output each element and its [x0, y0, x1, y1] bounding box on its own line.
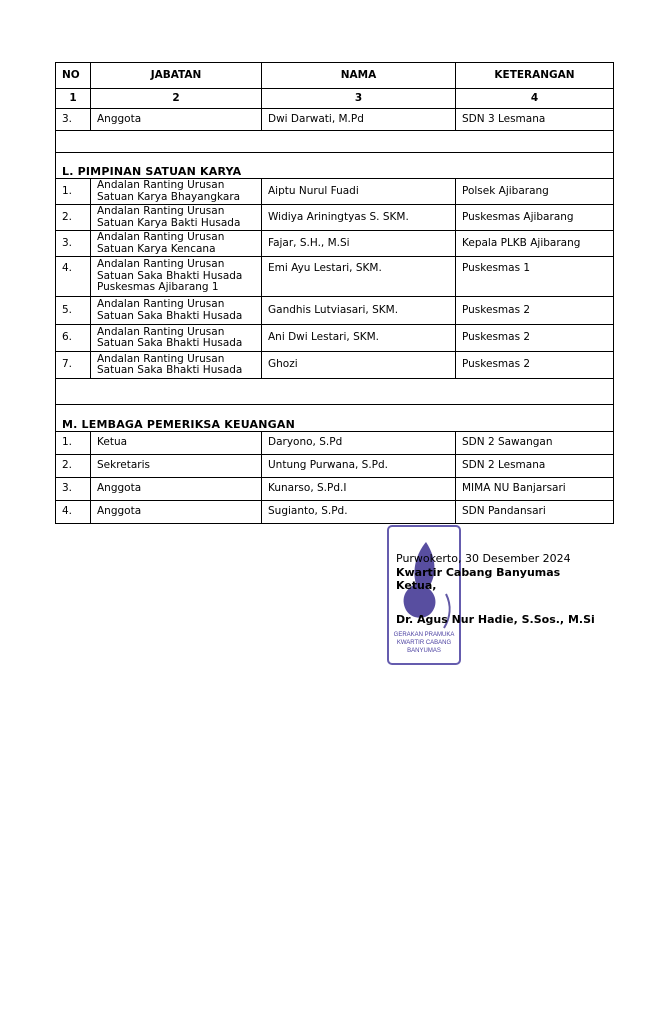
- row-nama: Untung Purwana, S.Pd.: [262, 455, 456, 478]
- row-keterangan: SDN 3 Lesmana: [456, 109, 614, 131]
- row-no: 7.: [56, 352, 91, 379]
- row-nama: Ghozi: [262, 352, 456, 379]
- row-jabatan: Ketua: [91, 432, 262, 455]
- row-keterangan: Puskesmas 2: [456, 325, 614, 352]
- row-jabatan: Andalan Ranting Urusan Satuan Karya Bakti Husada: [91, 205, 262, 231]
- member-table: [55, 62, 614, 524]
- row-nama: Ani Dwi Lestari, SKM.: [262, 325, 456, 352]
- row-nama: Sugianto, S.Pd.: [262, 501, 456, 524]
- row-keterangan: Puskesmas 2: [456, 297, 614, 325]
- col-header-nama: NAMA: [262, 63, 456, 89]
- row-nama: Gandhis Lutviasari, SKM.: [262, 297, 456, 325]
- row-no: 2.: [56, 455, 91, 478]
- row-jabatan: Andalan Ranting Urusan Satuan Saka Bhakti Husada: [91, 352, 262, 379]
- spacer-row: [56, 379, 614, 405]
- row-no: 3.: [56, 231, 91, 257]
- section-title-l: L. PIMPINAN SATUAN KARYA: [56, 153, 614, 179]
- row-nama: Widiya Ariningtyas S. SKM.: [262, 205, 456, 231]
- signature-organization: Kwartir Cabang Banyumas: [396, 565, 561, 579]
- section-title-m: M. LEMBAGA PEMERIKSA KEUANGAN: [56, 405, 614, 432]
- table-row: [56, 297, 614, 325]
- row-nama: Dwi Darwati, M.Pd: [262, 109, 456, 131]
- col-number-1: 1: [56, 89, 91, 109]
- row-nama: Aiptu Nurul Fuadi: [262, 179, 456, 205]
- signature-title: Ketua,: [396, 579, 437, 592]
- table-row: [56, 455, 614, 478]
- row-keterangan: Puskesmas Ajibarang: [456, 205, 614, 231]
- col-header-keterangan: KETERANGAN: [456, 63, 614, 89]
- row-no: 3.: [56, 109, 91, 131]
- row-jabatan: Andalan Ranting Urusan Satuan Karya Kencana: [91, 231, 262, 257]
- table-row: [56, 205, 614, 231]
- col-header-jabatan: JABATAN: [91, 63, 262, 89]
- row-jabatan: Andalan Ranting Urusan Satuan Karya Bhayangkara: [91, 179, 262, 205]
- row-jabatan: Andalan Ranting Urusan Satuan Saka Bhakti Husada: [91, 297, 262, 325]
- row-jabatan: Anggota: [91, 478, 262, 501]
- stamp-text-line-1: GERAKAN PRAMUKA: [393, 632, 455, 638]
- col-header-no: NO: [56, 63, 91, 89]
- table-row: [56, 432, 614, 455]
- row-jabatan: Anggota: [91, 109, 262, 131]
- stamp-text-line-3: BANYUMAS: [407, 648, 441, 654]
- row-keterangan: Kepala PLKB Ajibarang: [456, 231, 614, 257]
- row-no: 2.: [56, 205, 91, 231]
- row-no: 5.: [56, 297, 91, 325]
- row-nama: Emi Ayu Lestari, SKM.: [262, 257, 456, 297]
- table-row: [56, 352, 614, 379]
- signature-block: [396, 552, 595, 626]
- row-keterangan: Polsek Ajibarang: [456, 179, 614, 205]
- section-row: [56, 153, 614, 179]
- signature-city-date: Purwokerto, 30 Desember 2024: [396, 552, 571, 565]
- row-keterangan: Puskesmas 2: [456, 352, 614, 379]
- table-row: [56, 325, 614, 352]
- row-no: 4.: [56, 257, 91, 297]
- row-jabatan: Anggota: [91, 501, 262, 524]
- row-no: 3.: [56, 478, 91, 501]
- row-jabatan: Sekretaris: [91, 455, 262, 478]
- row-keterangan: Puskesmas 1: [456, 257, 614, 297]
- col-number-2: 2: [91, 89, 262, 109]
- section-row: [56, 405, 614, 432]
- row-no: 4.: [56, 501, 91, 524]
- spacer-row: [56, 131, 614, 153]
- row-no: 1.: [56, 179, 91, 205]
- row-no: 6.: [56, 325, 91, 352]
- table-row: [56, 231, 614, 257]
- signatory-name: Dr. Agus Nur Hadie, S.Sos., M.Si: [396, 612, 595, 626]
- header-row: [56, 63, 614, 89]
- table-row: [56, 109, 614, 131]
- table-row: [56, 179, 614, 205]
- header-number-row: [56, 89, 614, 109]
- stamp-text-line-2: KWARTIR CABANG: [396, 640, 452, 646]
- row-nama: Daryono, S.Pd: [262, 432, 456, 455]
- table-row: [56, 501, 614, 524]
- row-keterangan: MIMA NU Banjarsari: [456, 478, 614, 501]
- row-nama: Fajar, S.H., M.Si: [262, 231, 456, 257]
- row-no: 1.: [56, 432, 91, 455]
- table-row: [56, 257, 614, 297]
- row-jabatan: Andalan Ranting Urusan Satuan Saka Bhakti Husada Puskesmas Ajibarang 1: [91, 257, 262, 297]
- col-number-3: 3: [262, 89, 456, 109]
- row-keterangan: SDN 2 Lesmana: [456, 455, 614, 478]
- row-nama: Kunarso, S.Pd.I: [262, 478, 456, 501]
- row-jabatan: Andalan Ranting Urusan Satuan Saka Bhakti Husada: [91, 325, 262, 352]
- col-number-4: 4: [456, 89, 614, 109]
- row-keterangan: SDN 2 Sawangan: [456, 432, 614, 455]
- table-row: [56, 478, 614, 501]
- row-keterangan: SDN Pandansari: [456, 501, 614, 524]
